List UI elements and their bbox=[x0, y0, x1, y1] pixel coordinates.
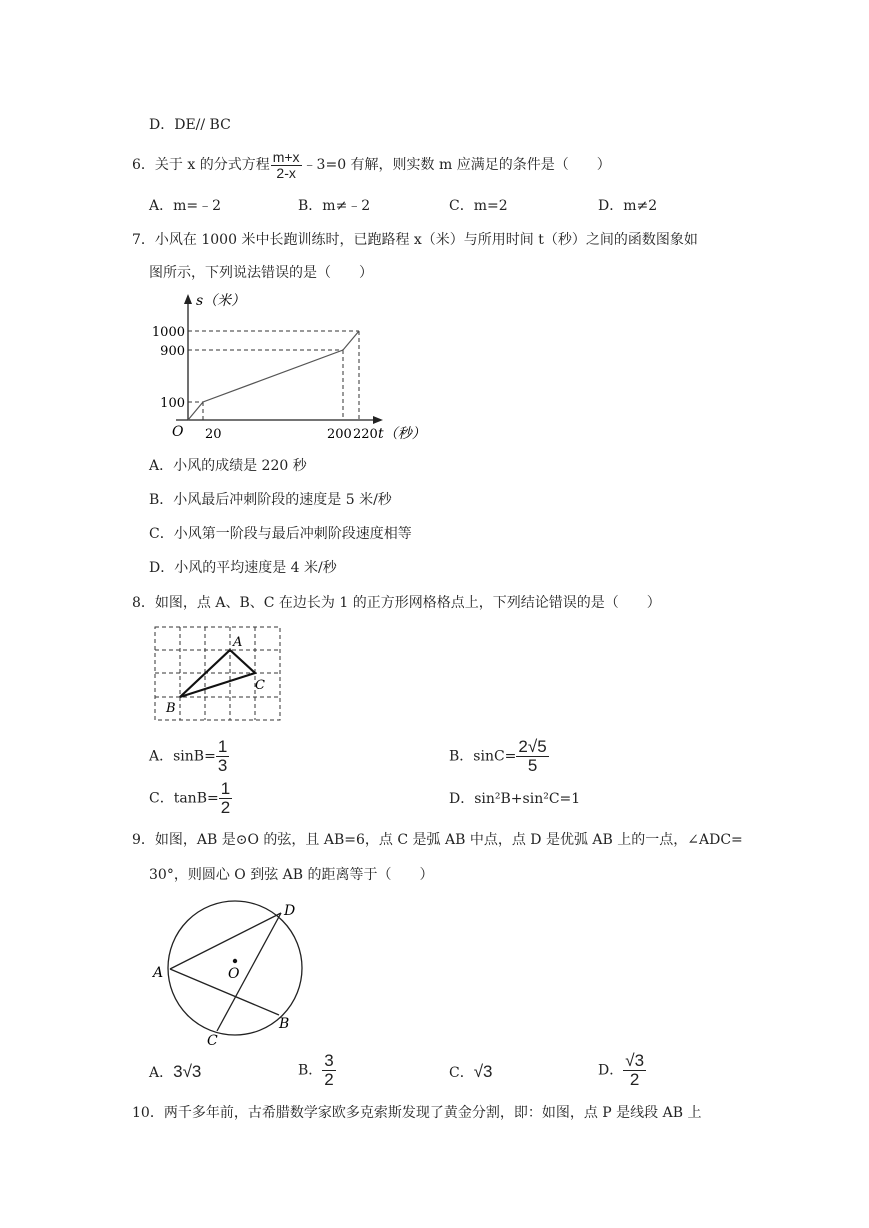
q8-option-b-label: B．sinC= bbox=[449, 748, 517, 765]
q9-option-d-label: D． bbox=[598, 1062, 624, 1079]
q6-option-b: B．m≠﹣2 bbox=[298, 198, 371, 214]
numerator: 2√5 bbox=[518, 737, 547, 756]
chord-dc bbox=[217, 913, 281, 1031]
q8-text: 如图，点 A、B、C 在边长为 1 的正方形网格格点上，下列结论错误的是（ ） bbox=[154, 595, 661, 611]
q7-option-a: A．小风的成绩是 220 秒 bbox=[149, 458, 307, 474]
x-tick-label: 20 bbox=[205, 427, 222, 442]
y-axis-label: s（米） bbox=[196, 293, 246, 309]
q9-line1-text: 如图，AB 是⊙O 的弦，且 AB=6，点 C 是弧 AB 中点，点 D 是优弧 AB 上的一点，∠ADC= bbox=[154, 832, 743, 848]
q8-option-a-label: A．sinB= bbox=[149, 748, 216, 765]
numerator: 1 bbox=[217, 737, 228, 756]
q9-option-b bbox=[298, 1052, 336, 1089]
q9-stem-line1 bbox=[132, 829, 743, 849]
q9-option-b-label: B． bbox=[298, 1062, 323, 1079]
q9-option-a-value: 3√3 bbox=[173, 1062, 202, 1081]
q6-fraction-numerator: m+x bbox=[272, 149, 300, 165]
q8-option-a bbox=[149, 738, 229, 775]
point-a-label: A bbox=[153, 965, 164, 981]
q7-option-b: B．小风最后冲刺阶段的速度是 5 米/秒 bbox=[149, 492, 392, 508]
q7-distance-time-graph bbox=[150, 288, 440, 448]
point-a-label: A bbox=[233, 635, 243, 650]
q8-option-c bbox=[149, 780, 232, 817]
q7-option-c: C．小风第一阶段与最后冲刺阶段速度相等 bbox=[149, 526, 412, 542]
q9-number: 9． bbox=[132, 832, 155, 848]
q8-option-a-fraction bbox=[216, 738, 229, 775]
q10-stem bbox=[132, 1102, 701, 1122]
q9-stem-line2: 30°，则圆心 O 到弦 AB 的距离等于（ ） bbox=[149, 867, 434, 883]
q9-option-c bbox=[449, 1062, 493, 1082]
q6-option-d: D．m≠2 bbox=[598, 198, 658, 214]
y-tick-label: 100 bbox=[160, 396, 185, 411]
x-tick-label: 220 bbox=[353, 427, 378, 442]
q9-option-a-label: A． bbox=[149, 1065, 174, 1081]
numerator: √3 bbox=[625, 1051, 645, 1070]
q10-number: 10． bbox=[132, 1105, 164, 1121]
q8-option-c-fraction bbox=[219, 780, 232, 817]
denominator: 3 bbox=[217, 755, 228, 775]
point-b-label: B bbox=[166, 701, 176, 716]
q8-option-c-label: C．tanB= bbox=[149, 790, 219, 807]
q9-option-d-fraction bbox=[623, 1052, 646, 1089]
q8-stem bbox=[132, 592, 661, 612]
q9-option-d bbox=[598, 1052, 646, 1089]
q7-stem-line1 bbox=[132, 229, 698, 249]
q8-grid-triangle-figure bbox=[150, 622, 285, 724]
q6-fraction-denominator: 2-x bbox=[276, 164, 296, 181]
y-axis-arrow bbox=[184, 294, 192, 304]
q9-option-c-label: C． bbox=[449, 1065, 474, 1081]
point-c-label: C bbox=[207, 1033, 218, 1048]
q7-series-line bbox=[188, 331, 359, 420]
q9-circle-figure bbox=[148, 893, 308, 1048]
q9-option-c-value: √3 bbox=[473, 1062, 493, 1081]
q6-stem bbox=[132, 150, 611, 180]
denominator: 2 bbox=[324, 1069, 334, 1089]
q8-option-b bbox=[449, 738, 549, 775]
point-c-label: C bbox=[255, 678, 265, 693]
q10-text: 两千多年前，古希腊数学家欧多克索斯发现了黄金分割，即：如图，点 P 是线段 AB 上 bbox=[163, 1105, 702, 1121]
q5-option-d: D．DE// BC bbox=[149, 117, 231, 133]
q7-number: 7． bbox=[132, 232, 155, 248]
center-point bbox=[233, 959, 237, 963]
q9-option-a bbox=[149, 1062, 201, 1082]
point-o-label: O bbox=[228, 966, 240, 982]
q6-fraction bbox=[271, 150, 302, 180]
q6-text-after: ﹣3=0 有解，则实数 m 应满足的条件是（ ） bbox=[302, 157, 611, 174]
q7-stem-line2: 图所示，下列说法错误的是（ ） bbox=[149, 265, 373, 281]
q6-text-before: 关于 x 的分式方程 bbox=[154, 157, 270, 174]
y-tick-label: 1000 bbox=[151, 325, 185, 340]
chord-ab bbox=[170, 969, 279, 1015]
q7-option-d: D．小风的平均速度是 4 米/秒 bbox=[149, 560, 337, 576]
denominator: 2 bbox=[220, 797, 231, 817]
q7-tick-labels bbox=[152, 325, 378, 442]
q8-option-d: D．sin²B+sin²C=1 bbox=[449, 791, 581, 807]
point-d-label: D bbox=[284, 903, 296, 919]
q6-option-a: A．m=﹣2 bbox=[149, 198, 222, 214]
q6-option-c: C．m=2 bbox=[449, 198, 508, 214]
q8-number: 8． bbox=[132, 595, 155, 611]
origin-label: O bbox=[172, 424, 184, 440]
point-b-label: B bbox=[279, 1016, 290, 1032]
x-axis-arrow bbox=[373, 416, 383, 424]
x-axis-label: t（秒） bbox=[378, 426, 426, 442]
x-tick-label: 200 bbox=[327, 427, 352, 442]
numerator: 3 bbox=[324, 1051, 334, 1070]
q7-line1-text: 小风在 1000 米中长跑训练时，已跑路程 x（米）与所用时间 t（秒）之间的函数图象如 bbox=[154, 232, 698, 248]
y-tick-label: 900 bbox=[160, 344, 185, 359]
q6-number: 6． bbox=[132, 157, 155, 174]
denominator: 2 bbox=[629, 1069, 640, 1089]
q9-option-b-fraction bbox=[322, 1052, 335, 1089]
numerator: 1 bbox=[220, 779, 231, 798]
q8-option-b-fraction bbox=[516, 738, 548, 775]
denominator: 5 bbox=[527, 755, 538, 775]
